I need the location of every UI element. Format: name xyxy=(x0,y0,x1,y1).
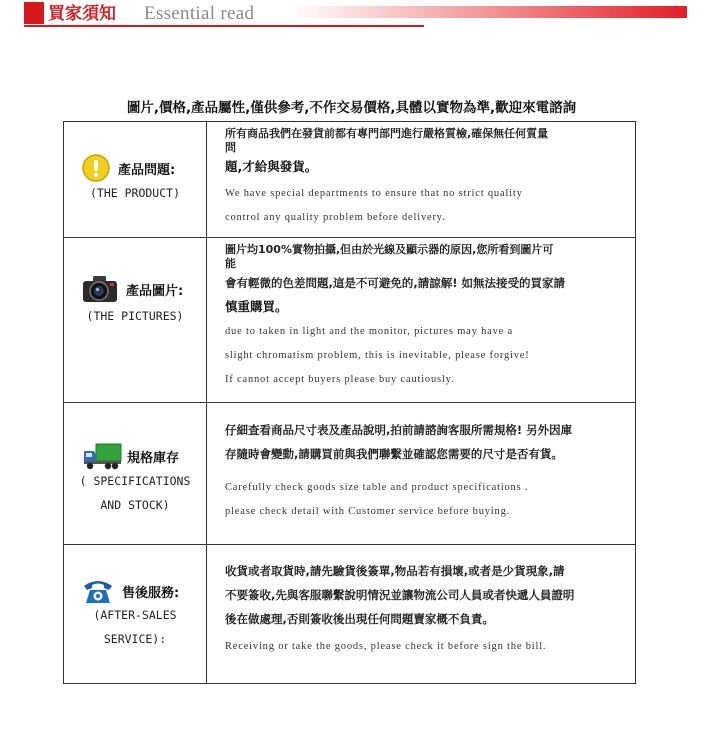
en-line: due to taken in light and the monitor, pictures may have a xyxy=(225,326,513,337)
row-content-cell xyxy=(207,122,636,238)
banner-accent-block xyxy=(24,2,44,24)
cn-line: 收貨或者取貨時,請先驗貨後簽單,物品若有損壞,或者是少貨現象,請 xyxy=(225,564,565,578)
banner-title-en: Essential read xyxy=(144,3,255,24)
title-banner xyxy=(0,0,703,34)
cn-line: 問 xyxy=(225,141,236,154)
label-en: (THE PRODUCT) xyxy=(89,186,180,200)
banner-title-cn: 買家須知 xyxy=(48,4,116,24)
cn-line: 會有輕微的色差問題,這是不可避免的,請諒解! 如無法接受的買家請 xyxy=(225,276,565,290)
table-row-after-sales xyxy=(64,545,636,684)
cn-line: 不要簽收,先與客服聯繫說明情況並讓物流公司人員或者快遞人員證明 xyxy=(225,588,575,602)
row-content-cell xyxy=(207,545,636,684)
label-cn: 規格庫存 xyxy=(127,450,180,466)
label-en: SERVICE): xyxy=(103,632,167,646)
label-cn: 產品問題: xyxy=(118,162,176,178)
table-row-pictures xyxy=(64,238,636,403)
cn-line: 所有商品我們在發貨前都有專門部門進行嚴格質檢,確保無任何質量 xyxy=(225,127,549,140)
notice-heading: 圖片,價格,產品屬性,僅供參考,不作交易價格,具體以實物為準,歡迎來電諮詢 xyxy=(126,100,577,116)
en-line: please check detail with Customer service before buying. xyxy=(225,506,511,517)
table-row-product xyxy=(64,122,636,238)
row-content-cell xyxy=(207,403,636,545)
label-en: AND STOCK) xyxy=(100,498,170,512)
row-content-cell xyxy=(207,238,636,403)
en-line: Carefully check goods size table and product specifications . xyxy=(225,482,529,493)
cn-line: 慎重購買。 xyxy=(225,299,288,314)
cn-line: 仔細查看商品尺寸表及產品說明,拍前請諮詢客服所需規格! 另外因庫 xyxy=(225,423,573,437)
table-row-specifications xyxy=(64,403,636,545)
banner-underline xyxy=(24,25,424,27)
cn-line: 題,才給與發貨。 xyxy=(225,159,318,174)
notice-table xyxy=(63,121,636,684)
label-en: ( SPECIFICATIONS xyxy=(79,474,191,488)
en-line: slight chromatism problem, this is inevitable, please forgive! xyxy=(225,350,530,361)
cn-line: 後在做處理,否則簽收後出現任何問題賣家概不負責。 xyxy=(225,612,494,626)
banner-gradient-bar xyxy=(290,6,687,18)
exclamation-icon xyxy=(82,154,110,182)
label-en: (THE PICTURES) xyxy=(86,309,184,323)
row-label-cell xyxy=(64,122,207,238)
row-label-cell xyxy=(64,403,207,545)
en-line: Receiving or take the goods, please check it before sign the bill. xyxy=(225,641,547,652)
cn-line: 存隨時會變動,請購買前與我們聯繫並確認您需要的尺寸是否有貨。 xyxy=(225,447,563,461)
label-en: (AFTER-SALES xyxy=(93,608,177,622)
telephone-icon xyxy=(82,577,114,605)
en-line: If cannot accept buyers please buy cautiously. xyxy=(225,374,455,385)
row-label-cell xyxy=(64,238,207,403)
row-label-cell xyxy=(64,545,207,684)
en-line: control any quality problem before delivery. xyxy=(225,212,446,223)
camera-icon xyxy=(82,274,118,304)
cn-line: 能 xyxy=(225,257,236,270)
truck-icon xyxy=(82,441,122,471)
label-cn: 售後服務: xyxy=(122,585,180,601)
cn-line: 圖片均100%實物拍攝,但由於光線及顯示器的原因,您所看到圖片可 xyxy=(225,243,554,256)
label-cn: 產品圖片: xyxy=(126,283,184,299)
en-line: We have special departments to ensure that no strict quality xyxy=(225,188,523,199)
